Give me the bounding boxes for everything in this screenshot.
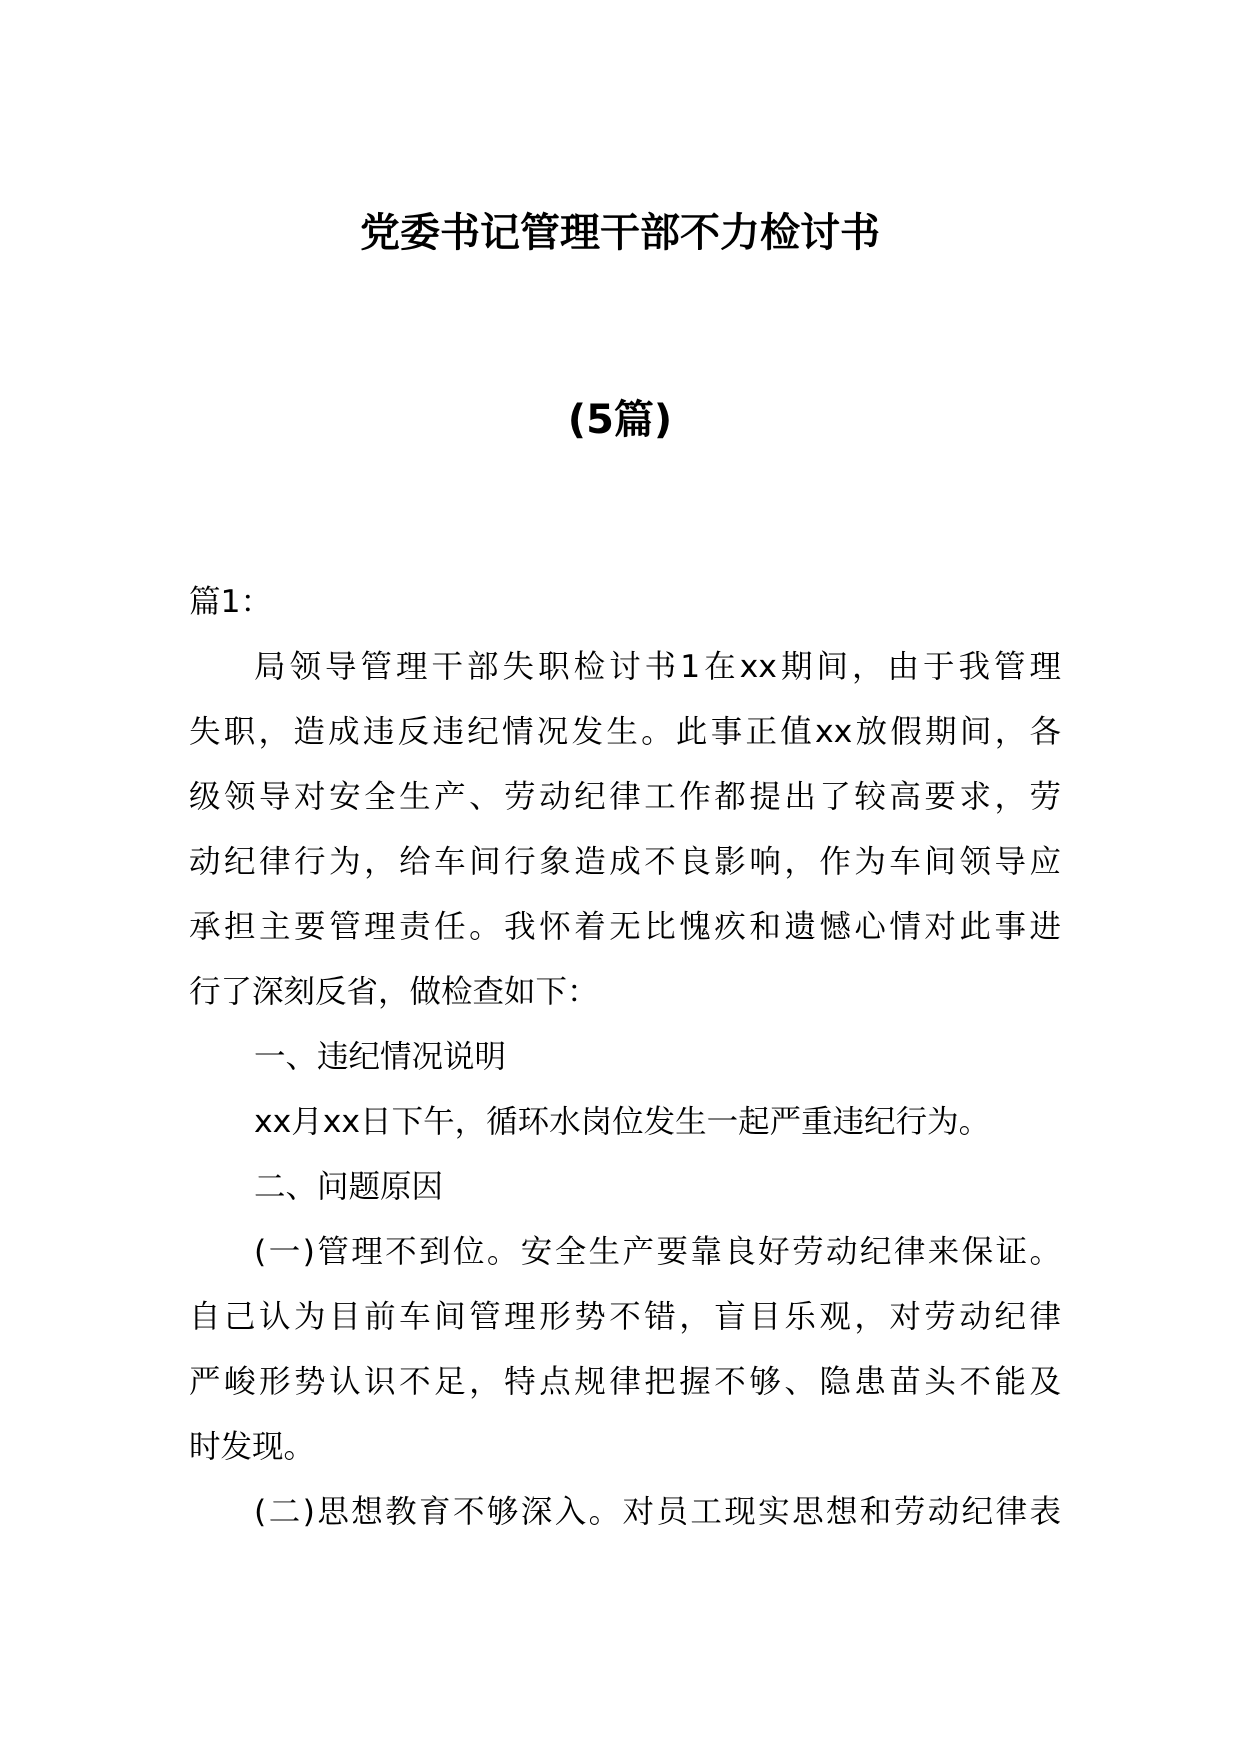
document-subtitle: (5篇) [567, 397, 673, 443]
paragraph-line: 动纪律行为，给车间行象造成不良影响，作为车间领导应 [189, 844, 1061, 880]
paragraph-line: 失职，造成违反违纪情况发生。此事正值xx放假期间，各 [189, 714, 1061, 750]
paragraph-line: 局领导管理干部失职检讨书1在xx期间，由于我管理 [254, 649, 1061, 685]
paragraph-line: 级领导对安全生产、劳动纪律工作都提出了较高要求，劳 [189, 779, 1061, 815]
section-heading-causes: 二、问题原因 [254, 1169, 444, 1205]
paragraph-line: 严峻形势认识不足，特点规律把握不够、隐患苗头不能及 [189, 1364, 1061, 1400]
paragraph-line: 行了深刻反省，做检查如下： [189, 974, 599, 1010]
section-heading-violation: 一、违纪情况说明 [254, 1039, 507, 1075]
section-heading: 篇1： [189, 584, 273, 620]
paragraph-line: (一)管理不到位。安全生产要靠良好劳动纪律来保证。 [254, 1234, 1061, 1270]
paragraph-line: 自己认为目前车间管理形势不错，盲目乐观，对劳动纪律 [189, 1299, 1061, 1335]
paragraph-line: (二)思想教育不够深入。对员工现实思想和劳动纪律表 [254, 1494, 1061, 1530]
paragraph-line: 时发现。 [189, 1429, 316, 1465]
paragraph-line: xx月xx日下午，循环水岗位发生一起严重违纪行为。 [254, 1104, 991, 1140]
document-title: 党委书记管理干部不力检讨书 [360, 210, 880, 256]
paragraph-line: 承担主要管理责任。我怀着无比愧疚和遗憾心情对此事进 [189, 909, 1061, 945]
